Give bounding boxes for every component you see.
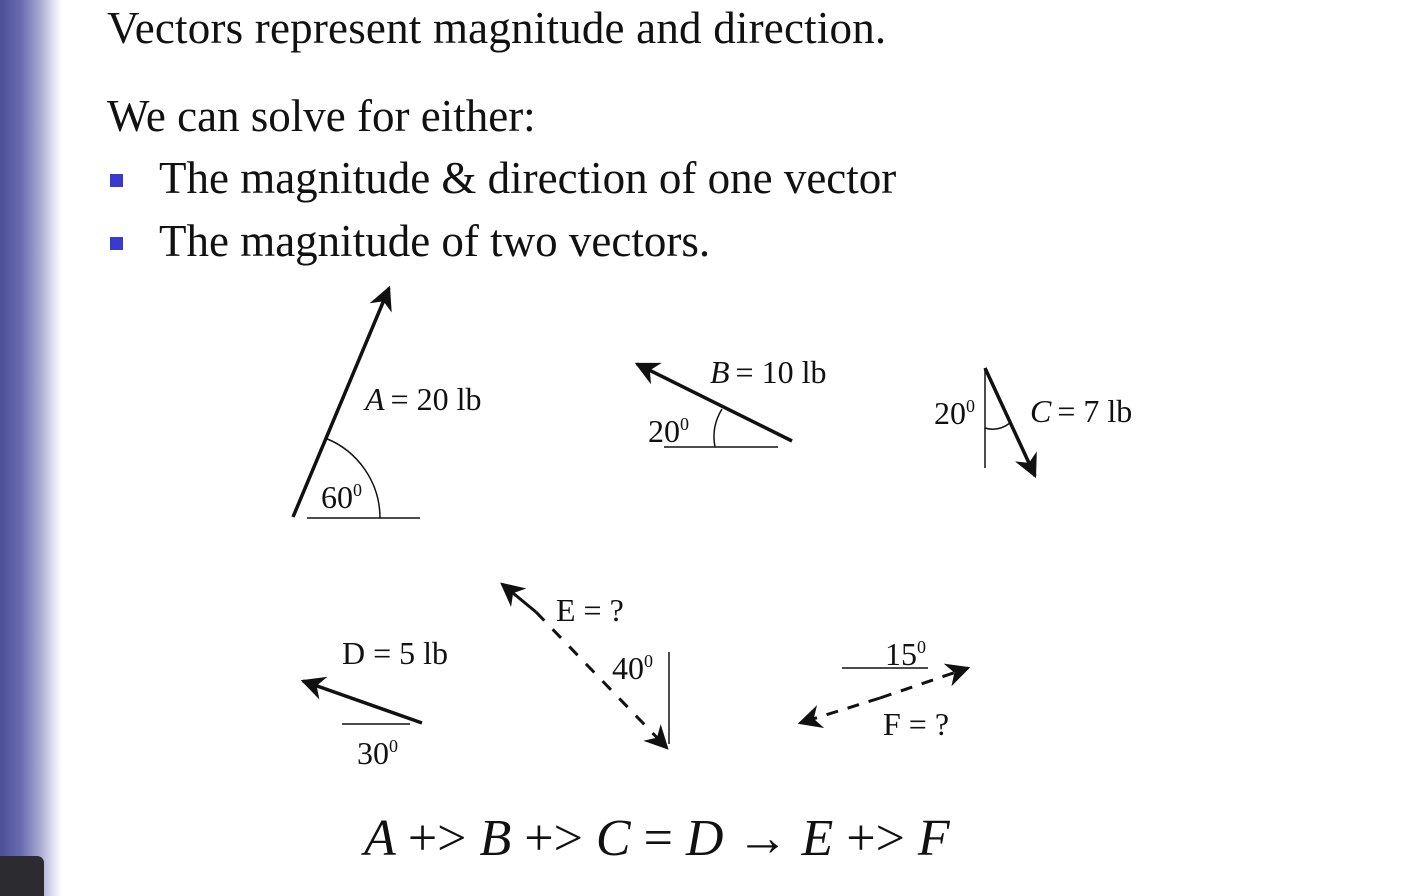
vector-f-angle: $15^0$: [885, 636, 926, 672]
vector-e-angle: $40^0$: [612, 650, 653, 686]
vector-e-arrow-head: [502, 584, 536, 612]
vector-b-angle: $20^0$: [648, 413, 689, 449]
slide-heading: Vectors represent magnitude and direction.: [107, 3, 887, 53]
vector-a-diagram: [293, 288, 481, 518]
vector-f-arrow-right: [880, 668, 968, 698]
vector-a-angle: $60^0$: [321, 479, 362, 515]
vector-b-angle-arc: [714, 409, 722, 447]
vector-c-label: C = 7 lb: [1030, 393, 1133, 429]
lead-text: We can solve for either:: [107, 91, 536, 141]
vector-equation: A +> B +> C = D → E +> F: [364, 810, 950, 867]
bullet-text: The magnitude of two vectors.: [159, 216, 711, 266]
vector-d-angle: $30^0$: [357, 735, 398, 771]
vector-b-label: B = 10 lb: [710, 354, 827, 390]
vector-a-label: A = 20 lb: [365, 381, 482, 417]
vector-e-dashed-line: [536, 612, 667, 748]
vector-f-diagram: [800, 636, 968, 742]
vector-e-label: E = ?: [556, 592, 624, 628]
vector-f-label: F = ?: [883, 706, 950, 742]
vector-c-diagram: [934, 368, 1132, 476]
vector-c-angle-arc: [985, 423, 1010, 429]
vector-b-diagram: [637, 354, 826, 449]
vector-d-diagram: [303, 635, 448, 771]
vector-d-label: D = 5 lb: [342, 635, 449, 671]
vector-c-angle: $20^0$: [934, 395, 975, 431]
bullet-text: The magnitude & direction of one vector: [159, 153, 897, 203]
vector-f-arrow-left: [800, 698, 880, 723]
vector-d-arrow: [303, 681, 422, 723]
vector-c-arrow: [985, 368, 1035, 476]
vector-e-diagram: [502, 584, 669, 748]
